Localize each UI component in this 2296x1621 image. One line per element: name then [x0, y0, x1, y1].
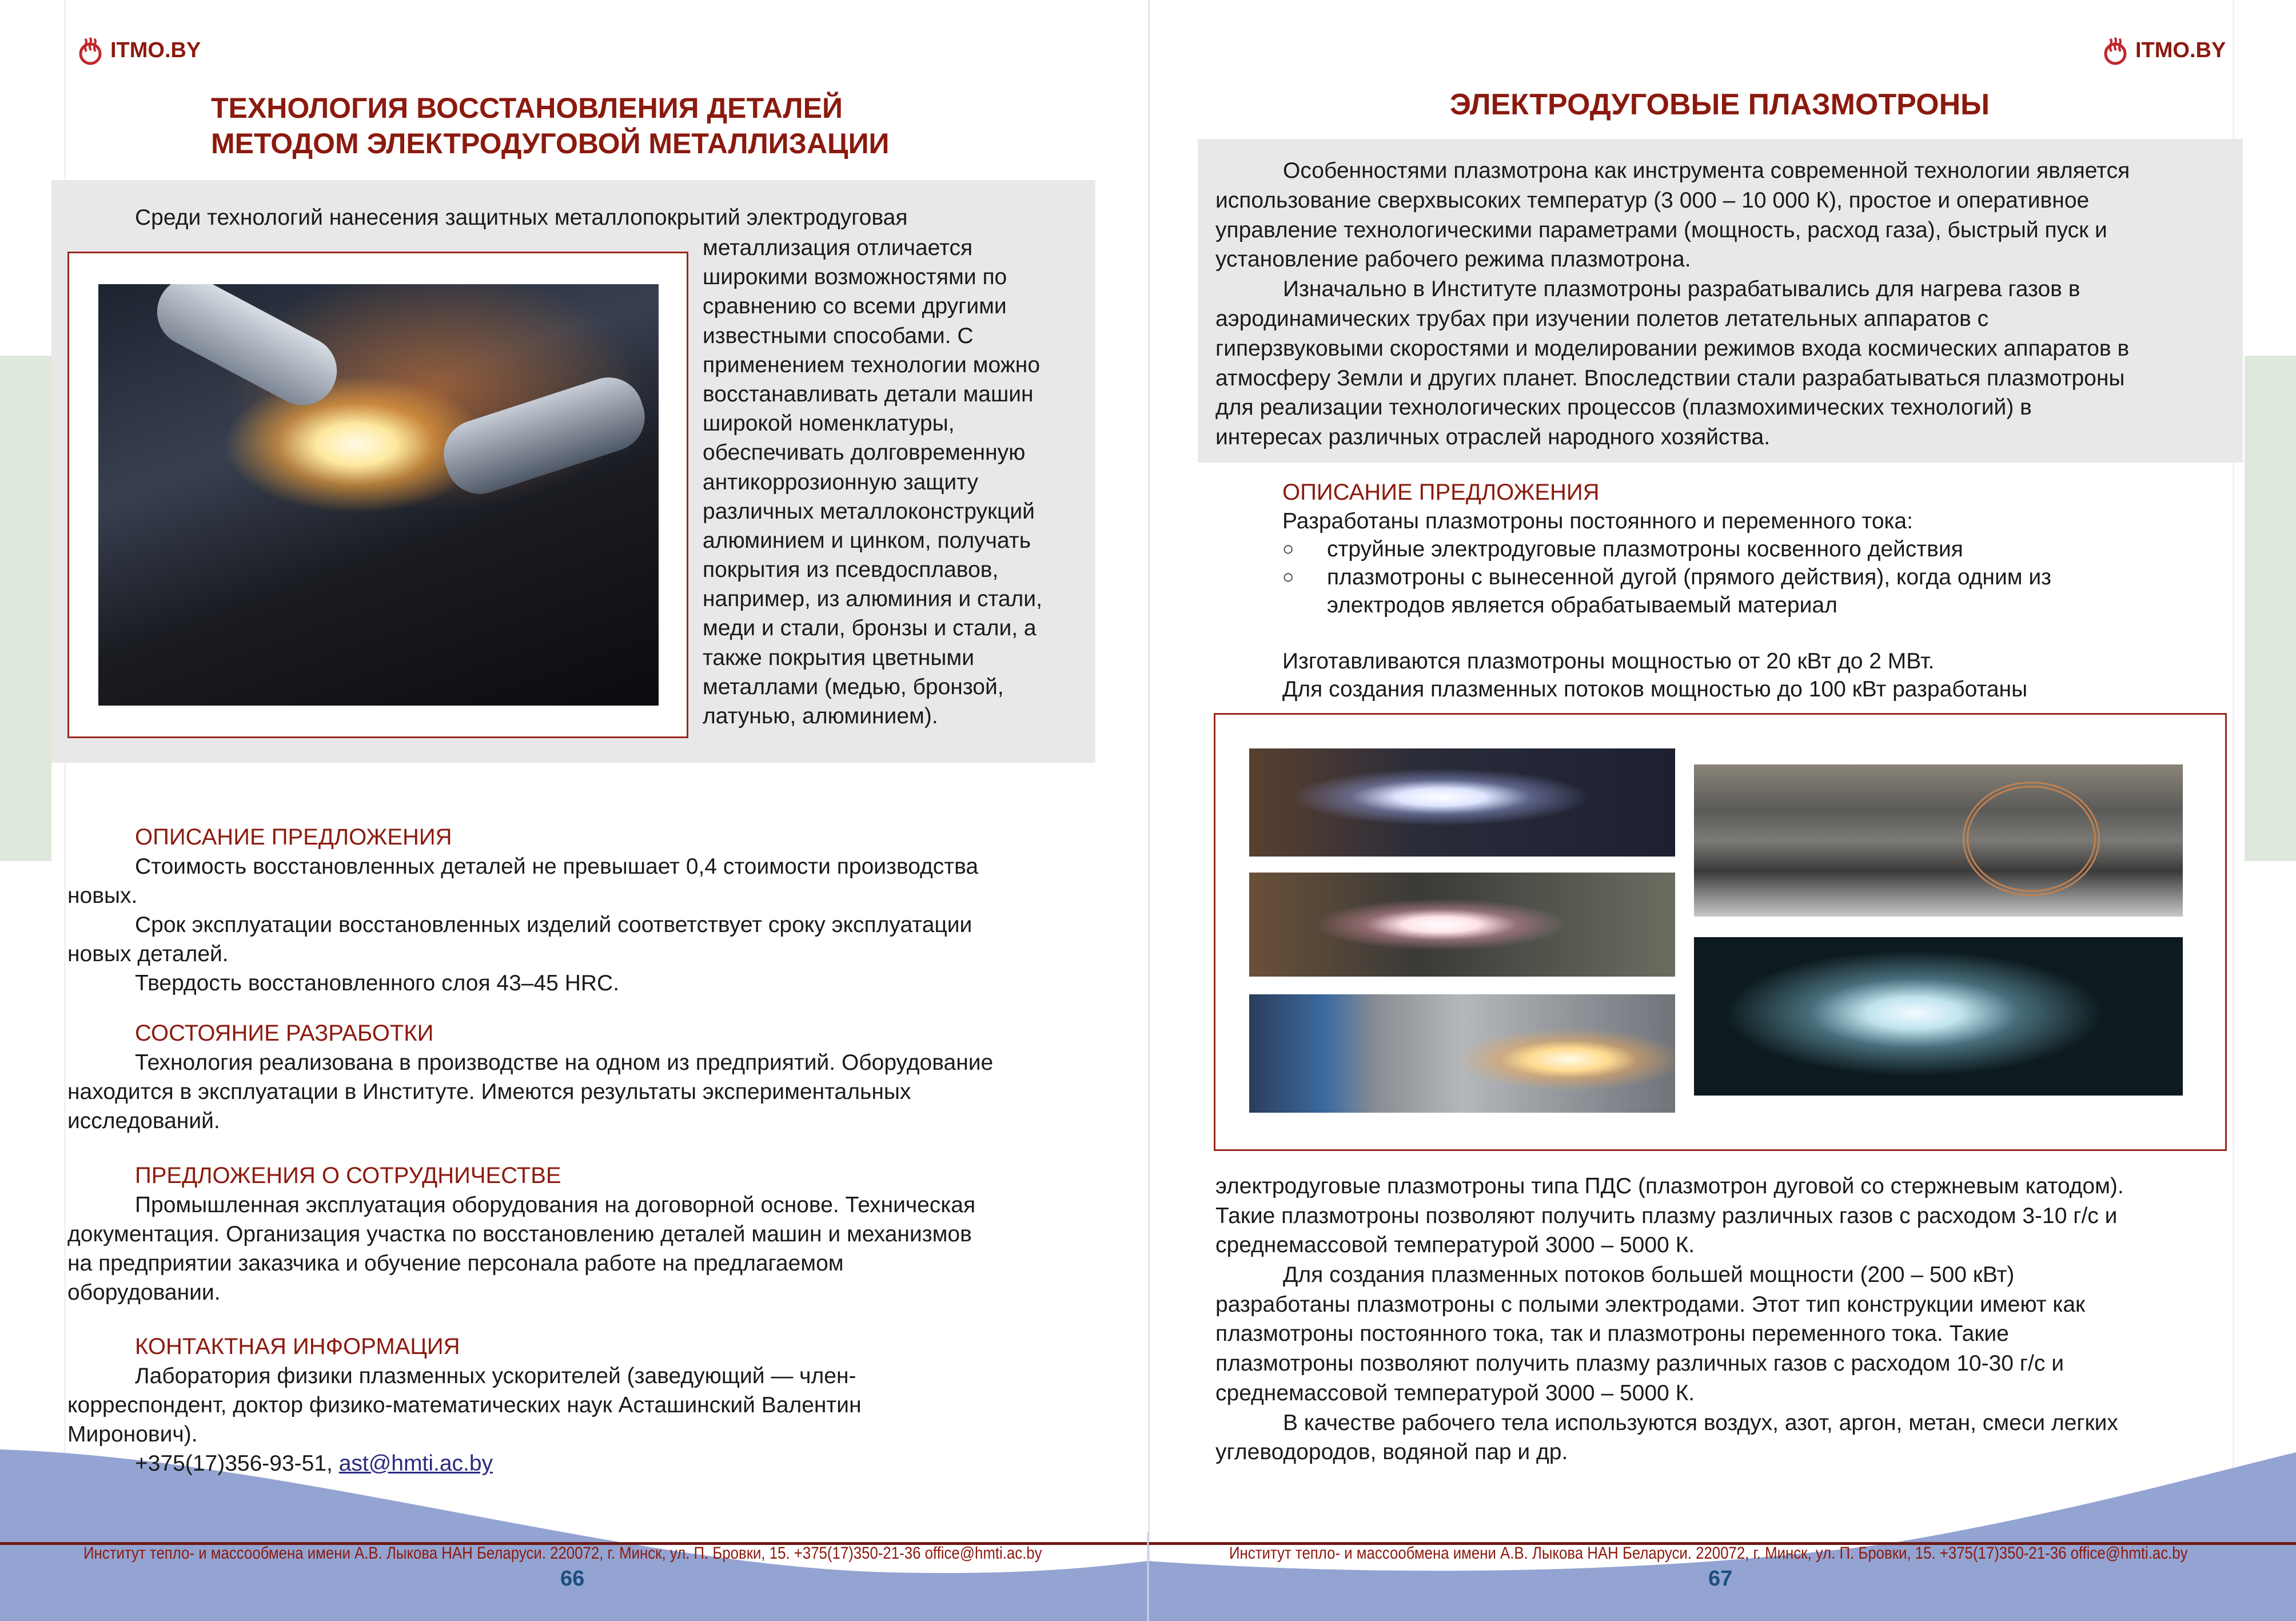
section-heading: КОНТАКТНАЯ ИНФОРМАЦИЯ [135, 1334, 460, 1359]
power-line: Изготавливаются плазмотроны мощностью от 20 кВт до 2 МВт. [1282, 649, 1935, 674]
circle-bullet-icon: ○ [1282, 566, 1294, 588]
intro-line: известными способами. С [703, 323, 974, 348]
intro-line: также покрытия цветными [703, 645, 975, 670]
intro-line: алюминием и цинком, получать [703, 528, 1031, 553]
body-line: Для создания плазменных потоков большей мощности (200 – 500 кВт) [1283, 1262, 2015, 1288]
body-line: документация. Организация участка по восстановлению деталей машин и механизмов [67, 1222, 972, 1246]
section-heading: ПРЕДЛОЖЕНИЯ О СОТРУДНИЧЕСТВЕ [135, 1163, 561, 1188]
intro-first-line: Среди технологий нанесения защитных металлопокрытий электродуговая [135, 205, 908, 230]
offer-section [1282, 478, 2051, 703]
intro-line: металлами (медью, бронзой, [703, 674, 1004, 699]
body-line: плазмотроны позволяют получить плазму различных газов с расходом 10-30 г/с и [1215, 1351, 2064, 1376]
body-line: Лаборатория физики плазменных ускорителей (заведующий — член- [135, 1364, 856, 1388]
section [67, 823, 978, 998]
pds-line: Для создания плазменных потоков мощностью до 100 кВт разработаны [1282, 677, 2028, 702]
bullet-continuation: электродов является обрабатываемый материал [1327, 593, 1837, 618]
section-heading: ОПИСАНИЕ ПРЕДЛОЖЕНИЯ [135, 825, 452, 850]
intro-line: широкой номенклатуры, [703, 411, 955, 436]
body-line: аэродинамических трубах при изучении полетов летательных аппаратов с [1215, 306, 1989, 331]
itmo-logo[interactable] [2102, 35, 2226, 65]
body-line: атмосферу Земли и других планет. Впоследствии стали разрабатываться плазмотроны [1215, 365, 2125, 391]
body-line: интересах различных отраслей народного хозяйства. [1215, 425, 1771, 450]
body-line: Стоимость восстановленных деталей не превышает 0,4 стоимости производства [135, 854, 979, 879]
body-line: находится в эксплуатации в Институте. Имеются результаты экспериментальных [67, 1080, 911, 1104]
plasma-torch-photo [1249, 748, 1675, 857]
left-side-band [0, 356, 51, 861]
body-line: использование сверхвысоких температур (3 000 – 10 000 К), простое и оперативное [1215, 188, 2090, 213]
plasma-torch-photo [1249, 994, 1675, 1113]
section-heading: СОСТОЯНИЕ РАЗРАБОТКИ [135, 1021, 434, 1046]
body-line: Технология реализована в производстве на одном из предприятий. Оборудование [135, 1050, 994, 1075]
photo-frame [67, 252, 688, 738]
photo-frame [1214, 713, 2227, 1151]
shaft-image [435, 369, 654, 503]
intro-line: различных металлоконструкций [703, 499, 1035, 524]
contact-line [67, 1449, 862, 1478]
itmo-logo[interactable] [77, 35, 201, 65]
bullet-text: струйные электродуговые плазмотроны косвенного действия [1327, 537, 1963, 561]
body-line: углеводородов, водяной пар и др. [1215, 1440, 1568, 1465]
body-line: плазмотроны постоянного тока, так и плазмотроны переменного тока. Такие [1215, 1321, 2009, 1347]
body-line: Особенностями плазмотрона как инструмента современной технологии является [1283, 158, 2130, 183]
right-side-band [2245, 356, 2296, 861]
title-line: МЕТОДОМ ЭЛЕКТРОДУГОВОЙ МЕТАЛЛИЗАЦИИ [211, 128, 890, 160]
body-line: электродуговые плазмотроны типа ПДС (плазмотрон дуговой со стержневым катодом). [1215, 1174, 2124, 1198]
plasma-torch-photo [1249, 873, 1675, 977]
section [67, 1019, 993, 1136]
body-line: Такие плазмотроны позволяют получить плазму различных газов с расходом 3-10 г/с и [1215, 1203, 2118, 1228]
intro-line: антикоррозионную защиту [703, 469, 978, 495]
intro-line: например, из алюминия и стали, [703, 587, 1042, 612]
logo-text: ITMO.BY [110, 38, 201, 62]
section-heading: ОПИСАНИЕ ПРЕДЛОЖЕНИЯ [1282, 480, 1600, 505]
body-line: Изначально в Институте плазмотроны разрабатывались для нагрева газов в [1283, 277, 2080, 302]
logo-text: ITMO.BY [2135, 38, 2226, 62]
body-text [1215, 1172, 2124, 1467]
bullet-item [1282, 563, 2051, 591]
intro-line: металлизация отличается [703, 236, 973, 260]
section [67, 1161, 975, 1307]
intro-line: сравнению со всеми другими [703, 294, 1007, 319]
intro-line: латунью, алюминием). [703, 704, 938, 728]
body-line: новых. [67, 883, 138, 908]
section-intro: Разработаны плазмотроны постоянного и переменного тока: [1282, 509, 1913, 533]
page-number: 67 [1708, 1567, 1733, 1591]
footer-text: Институт тепло- и массообмена имени А.В. Лыкова НАН Беларуси. 220072, г. Минск, ул. П. Бровки, 15. +375(17)350-21-36 office@hmti.ac.by [1229, 1544, 2188, 1563]
plasmatron-coil-photo [1694, 764, 2183, 917]
body-line: управление технологическими параметрами (мощность, расход газа), быстрый пуск и [1215, 217, 2107, 242]
page-title: ЭЛЕКТРОДУГОВЫЕ ПЛАЗМОТРОНЫ [1450, 88, 1990, 121]
page-spine [1148, 0, 1150, 1621]
intro-text [1215, 156, 2130, 452]
plasma-jet-photo [1694, 937, 2183, 1096]
body-line: разработаны плазмотроны с полыми электродами. Этот тип конструкции имеют как [1215, 1292, 2086, 1317]
bullet-item [1282, 535, 2051, 563]
copper-coil-image [1963, 782, 2100, 896]
body-line: корреспондент, доктор физико-математических наук Асташинский Валентин [67, 1393, 862, 1417]
body-line: установление рабочего режима плазмотрона. [1215, 247, 1691, 272]
body-line: на предприятии заказчика и обучение персонала работе на предлагаемом [67, 1251, 844, 1276]
body-line: исследований. [67, 1109, 220, 1133]
phone-number: +375(17)356-93-51, [135, 1451, 339, 1476]
body-line: среднемассовой температурой 3000 – 5000 К. [1215, 1233, 1695, 1258]
body-line: Срок эксплуатации восстановленных изделий соответствует сроку эксплуатации [135, 913, 972, 937]
intro-line: применением технологии можно [703, 352, 1041, 377]
intro-line: широкими возможностями по [703, 265, 1007, 290]
metallization-photo [98, 284, 659, 706]
body-line: гиперзвуковыми скоростями и моделировании режимов входа космических аппаратов в [1215, 336, 2130, 361]
body-line: В качестве рабочего тела используются воздух, азот, аргон, метан, смеси легких [1283, 1410, 2118, 1435]
flame-logo-icon [2102, 35, 2128, 65]
circle-bullet-icon: ○ [1282, 538, 1294, 560]
intro-text [703, 233, 1042, 731]
footer-text: Институт тепло- и массообмена имени А.В. Лыкова НАН Беларуси. 220072, г. Минск, ул. П. Бровки, 15. +375(17)350-21-36 office@hmti.ac.by [83, 1544, 1042, 1563]
email-link[interactable]: ast@hmti.ac.by [338, 1451, 493, 1476]
bullet-text: плазмотроны с вынесенной дугой (прямого действия), когда одним из [1327, 565, 2052, 590]
page-number: 66 [560, 1567, 585, 1591]
body-line: новых деталей. [67, 942, 229, 966]
page-title [211, 90, 889, 161]
body-line: Миронович). [67, 1422, 198, 1447]
body-line: оборудовании. [67, 1280, 221, 1305]
intro-line: обеспечивать долговременную [703, 440, 1026, 465]
intro-line: покрытия из псевдосплавов, [703, 557, 999, 583]
intro-line: восстанавливать детали машин [703, 381, 1034, 407]
body-line: Твердость восстановленного слоя 43–45 HRC. [135, 971, 620, 995]
section [67, 1332, 862, 1478]
body-line: для реализации технологических процессов (плазмохимических технологий) в [1215, 395, 2032, 420]
flame-logo-icon [77, 35, 103, 65]
body-line: Промышленная эксплуатация оборудования на договорной основе. Техническая [135, 1193, 976, 1217]
body-line: среднемассовой температурой 3000 – 5000 К. [1215, 1380, 1695, 1405]
title-line: ТЕХНОЛОГИЯ ВОССТАНОВЛЕНИЯ ДЕТАЛЕЙ [211, 92, 843, 124]
shaft-image [145, 284, 349, 417]
intro-line: меди и стали, бронзы и стали, а [703, 616, 1037, 641]
